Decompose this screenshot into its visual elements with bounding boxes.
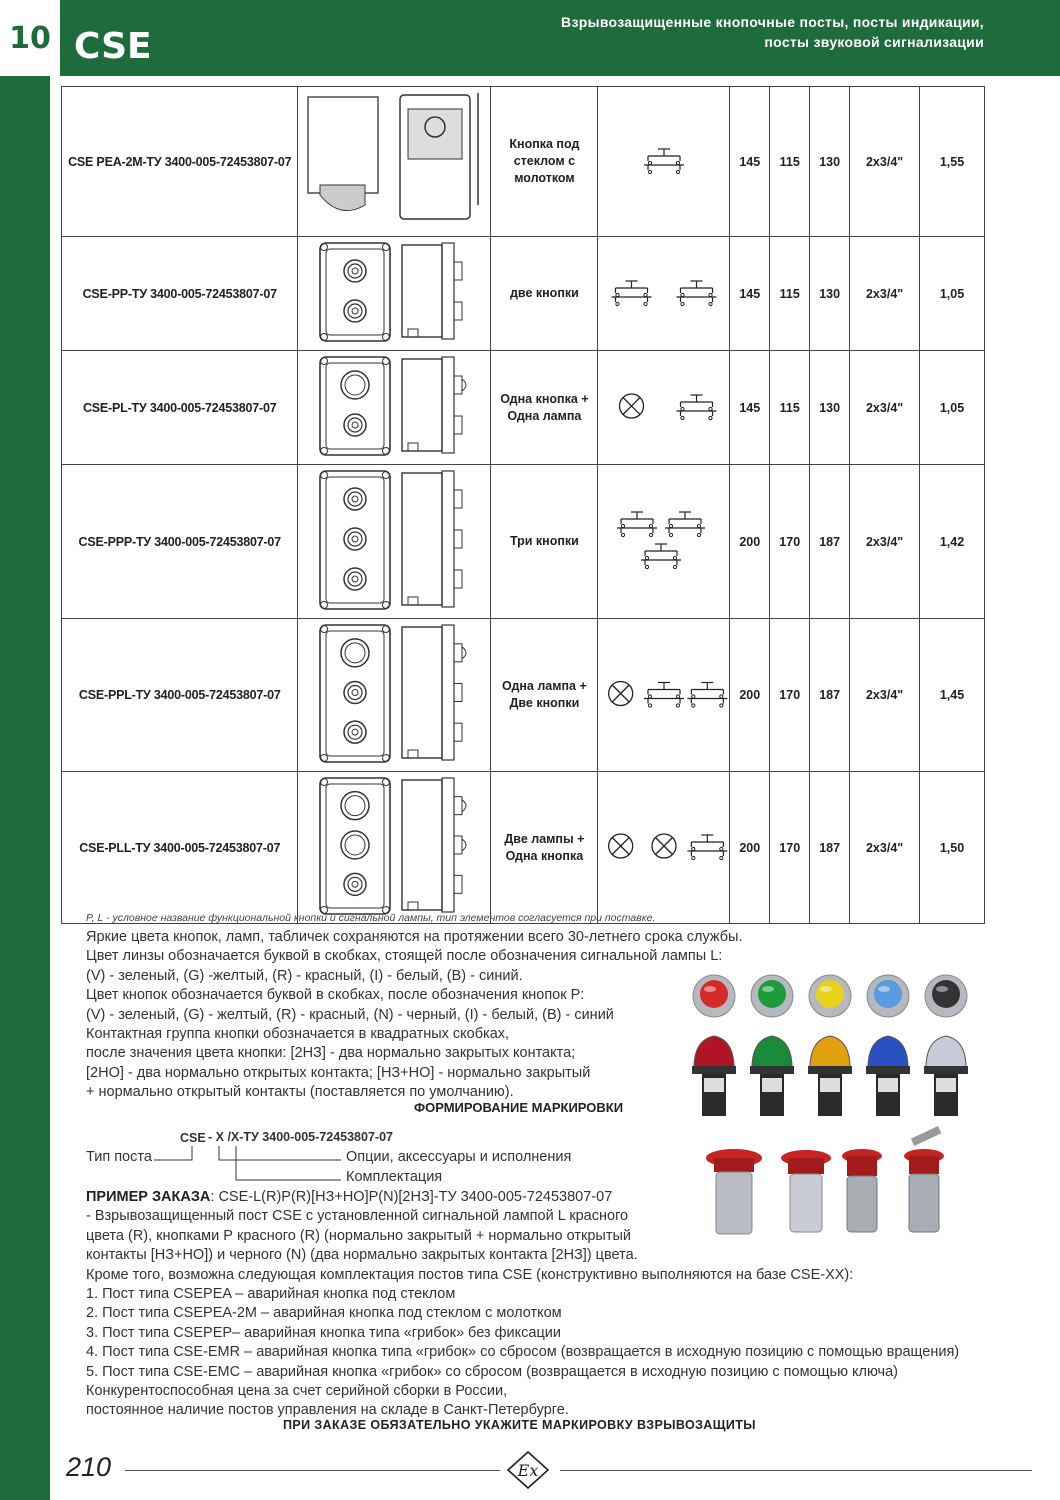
thread-cell xyxy=(850,351,920,465)
description: Кнопка под стеклом с молотком xyxy=(509,137,580,185)
model-name: CSE-PP-ТУ 3400-005-72453807-07 xyxy=(82,286,277,301)
depth-cell xyxy=(810,465,850,619)
height-value: 200 xyxy=(739,534,761,549)
description: Три кнопки xyxy=(509,534,579,548)
description-cell xyxy=(491,772,598,924)
example-line: 3. Пост типа CSEPEP– аварийная кнопка типа «грибок» без фиксации xyxy=(86,1324,561,1341)
width-cell xyxy=(770,619,810,772)
symbol-cell xyxy=(598,87,730,237)
mass-value: 1,05 xyxy=(939,286,965,301)
example-line: постоянное наличие постов управления на складе в Санкт-Петербурге. xyxy=(86,1402,569,1419)
circuit-symbols xyxy=(599,90,729,230)
depth-value: 130 xyxy=(819,400,841,415)
marking-scheme xyxy=(86,1128,646,1190)
button-symbol-icon xyxy=(687,683,727,708)
mass-value: 1,45 xyxy=(939,688,965,702)
lamp-photo xyxy=(808,1036,852,1116)
marking-code-rest: - X /X-ТУ 3400-005-72453807-07 xyxy=(208,1130,393,1144)
button-symbol-icon xyxy=(617,512,657,537)
depth-value: 187 xyxy=(819,534,841,549)
height-value: 200 xyxy=(739,688,761,702)
button-symbol-icon xyxy=(665,512,705,537)
circuit-symbols xyxy=(599,468,729,612)
enclosure-drawing xyxy=(300,353,488,459)
width-cell xyxy=(770,465,810,619)
description-cell xyxy=(491,465,598,619)
depth-cell xyxy=(810,619,850,772)
mass-value: 1,42 xyxy=(939,534,965,549)
footnote: P, L - условное название функциональной кнопки и сигнальной лампы, тип элементов согласуется при поставке. xyxy=(86,912,656,924)
button-photo xyxy=(751,975,793,1017)
thread-cell xyxy=(850,465,920,619)
drawing-cell xyxy=(298,87,491,237)
brand-title: CSE xyxy=(74,26,152,67)
example-line: цвета (R), кнопками Р красного (R) (нормально закрытый + нормально открытый xyxy=(86,1227,631,1244)
description: две кнопки xyxy=(510,286,579,300)
example-line: 4. Пост типа CSE-EMR – аварийная кнопка типа «грибок» со сбросом (возвращается в исходную позицию с помощью вращения) xyxy=(86,1344,960,1361)
width-cell xyxy=(770,87,810,237)
table-row xyxy=(62,772,985,924)
warning-text: ПРИ ЗАКАЗЕ ОБЯЗАТЕЛЬНО УКАЖИТЕ МАРКИРОВКУ ВЗРЫВОЗАЩИТЫ xyxy=(283,1418,756,1432)
lamp-photo xyxy=(692,1036,736,1116)
model-name: CSE-PPL-ТУ 3400-005-72453807-07 xyxy=(78,688,281,702)
footer-rule-left xyxy=(125,1470,500,1471)
enclosure-drawing xyxy=(300,89,488,231)
thread-cell xyxy=(850,619,920,772)
ex-logo-icon xyxy=(506,1450,550,1490)
kit-label: Комплектация xyxy=(346,1169,443,1185)
lamp-photo xyxy=(866,1036,910,1116)
height-value: 145 xyxy=(739,286,761,301)
symbol-cell xyxy=(598,772,730,924)
description-cell xyxy=(491,351,598,465)
thread-value: 2x3/4" xyxy=(865,400,904,415)
example-line: 2. Пост типа CSEPEA-2M – аварийная кнопка под стеклом с молотком xyxy=(86,1305,562,1322)
width-value: 170 xyxy=(779,688,801,702)
description: Одна лампа + Две кнопки xyxy=(502,679,587,710)
mass-cell xyxy=(920,87,985,237)
lamp-photo xyxy=(750,1036,794,1116)
height-cell xyxy=(730,237,770,351)
mass-cell xyxy=(920,237,985,351)
width-value: 170 xyxy=(779,840,801,855)
example-line: 5. Пост типа CSE-EMC – аварийная кнопка «грибок» со сбросом (возвращается в исходную позицию с помощью ключа) xyxy=(86,1363,898,1380)
model-cell xyxy=(62,465,298,619)
note-line: [2НО] - два нормально открытых контакта; [НЗ+НО] - нормально закрытый xyxy=(86,1064,591,1081)
lamp-photo xyxy=(924,1036,968,1116)
model-cell xyxy=(62,619,298,772)
thread-cell xyxy=(850,772,920,924)
width-value: 115 xyxy=(779,400,800,415)
button-photo xyxy=(809,975,851,1017)
thread-value: 2x3/4" xyxy=(865,688,904,702)
mass-cell xyxy=(920,465,985,619)
depth-cell xyxy=(810,87,850,237)
header-title-line1: Взрывозащищенные кнопочные посты, посты индикации, xyxy=(561,14,984,30)
post-type-label: Тип поста xyxy=(86,1149,152,1165)
note-line: после значения цвета кнопки: [2НЗ] - два нормально закрытых контакта; xyxy=(86,1045,576,1062)
mass-value: 1,05 xyxy=(939,400,965,415)
lamp-symbol-icon xyxy=(619,394,643,418)
width-value: 115 xyxy=(779,286,800,301)
thread-cell xyxy=(850,87,920,237)
note-line: Яркие цвета кнопок, ламп, табличек сохраняются на протяжении всего 30-летнего срока службы. xyxy=(86,929,743,945)
page-header xyxy=(60,0,1060,76)
table-row xyxy=(62,351,985,465)
button-photo xyxy=(925,975,967,1017)
example-label: ПРИМЕР ЗАКАЗА xyxy=(86,1189,211,1205)
button-symbol-icon xyxy=(676,281,716,306)
button-photo xyxy=(693,975,735,1017)
depth-cell xyxy=(810,772,850,924)
height-cell xyxy=(730,772,770,924)
description: Одна кнопка + Одна лампа xyxy=(500,391,589,423)
example-line: Кроме того, возможна следующая комплектация постов типа CSE (конструктивно выполняются на базе CSE-XX): xyxy=(86,1266,854,1283)
symbol-cell xyxy=(598,237,730,351)
circuit-symbols xyxy=(599,622,729,765)
model-cell xyxy=(62,772,298,924)
description: Две лампы + Одна кнопка xyxy=(504,831,585,863)
width-cell xyxy=(770,351,810,465)
enclosure-drawing xyxy=(300,239,488,345)
header-title xyxy=(561,12,984,52)
thread-value: 2x3/4" xyxy=(865,840,904,855)
symbol-cell xyxy=(598,351,730,465)
page-number: 210 xyxy=(66,1452,112,1482)
height-cell xyxy=(730,87,770,237)
symbol-cell xyxy=(598,619,730,772)
example-code: : CSE-L(R)P(R)[НЗ+НО]P(N)[2НЗ]-ТУ 3400-005-72453807-07 xyxy=(210,1189,613,1205)
drawing-cell xyxy=(298,351,491,465)
width-cell xyxy=(770,237,810,351)
mass-cell xyxy=(920,772,985,924)
button-symbol-icon xyxy=(641,544,681,569)
lamp-symbol-icon xyxy=(608,682,632,706)
button-photo xyxy=(867,975,909,1017)
button-symbol-icon xyxy=(687,835,727,860)
table-row xyxy=(62,619,985,772)
table-row xyxy=(62,465,985,619)
drawing-cell xyxy=(298,772,491,924)
height-cell xyxy=(730,619,770,772)
model-name: CSE-PPP-ТУ 3400-005-72453807-07 xyxy=(78,534,281,549)
thread-value: 2x3/4" xyxy=(865,286,904,301)
example-line: - Взрывозащищенный пост CSE с установленной сигнальной лампой L красного xyxy=(86,1208,629,1225)
enclosure-drawing xyxy=(300,774,488,918)
options-label: Опции, аксессуары и исполнения xyxy=(346,1149,572,1165)
mass-value: 1,55 xyxy=(939,154,965,169)
drawing-cell xyxy=(298,237,491,351)
model-name: CSE-PLL-ТУ 3400-005-72453807-07 xyxy=(79,840,281,855)
example-line: 1. Пост типа CSEPEA – аварийная кнопка под стеклом xyxy=(86,1286,456,1303)
mass-cell xyxy=(920,351,985,465)
button-symbol-icon xyxy=(644,683,684,708)
symbol-cell xyxy=(598,465,730,619)
description-cell xyxy=(491,87,598,237)
lamp-symbol-icon xyxy=(652,834,676,858)
model-cell xyxy=(62,351,298,465)
height-value: 145 xyxy=(739,400,761,415)
model-name: CSE PEA-2M-ТУ 3400-005-72453807-07 xyxy=(68,154,292,169)
mass-cell xyxy=(920,619,985,772)
height-value: 200 xyxy=(739,840,761,855)
example-line: контакты [НЗ+НО]) и черного (N) (два нормально закрытых контакта [2НЗ]) цвета. xyxy=(86,1247,638,1264)
footer-rule-right xyxy=(560,1470,1032,1471)
marking-connector-lines xyxy=(86,1128,646,1190)
lamp-symbol-icon xyxy=(608,834,632,858)
circuit-symbols xyxy=(599,775,729,917)
note-line: (V) - зеленый, (G) -желтый, (R) - красный, (I) - белый, (B) - синий. xyxy=(86,967,523,984)
circuit-symbols xyxy=(599,240,729,344)
note-line: + нормально открытый контакты (поставляется по умолчанию). xyxy=(86,1084,514,1101)
height-value: 145 xyxy=(739,154,761,169)
marking-code-cse: CSE xyxy=(180,1131,206,1145)
width-value: 170 xyxy=(779,534,801,549)
note-line: Цвет кнопок обозначается буквой в скобках, после обозначения кнопок P: xyxy=(86,987,585,1004)
depth-value: 130 xyxy=(819,286,841,301)
description-cell xyxy=(491,237,598,351)
drawing-cell xyxy=(298,465,491,619)
button-symbol-icon xyxy=(611,281,651,306)
depth-cell xyxy=(810,351,850,465)
note-line: (V) - зеленый, (G) - желтый, (R) - красный, (N) - черный, (I) - белый, (B) - синий xyxy=(86,1006,614,1023)
thread-value: 2x3/4" xyxy=(865,534,904,549)
mass-value: 1,50 xyxy=(939,840,965,855)
thread-value: 2x3/4" xyxy=(865,154,904,169)
circuit-symbols xyxy=(599,354,729,458)
button-symbol-icon xyxy=(676,395,716,420)
note-line: Контактная группа кнопки обозначается в квадратных скобках, xyxy=(86,1026,510,1043)
header-title-line2: посты звуковой сигнализации xyxy=(764,34,984,50)
height-cell xyxy=(730,465,770,619)
enclosure-drawing xyxy=(300,621,488,766)
description-cell xyxy=(491,619,598,772)
width-value: 115 xyxy=(779,154,800,169)
marking-title: ФОРМИРОВАНИЕ МАРКИРОВКИ xyxy=(414,1100,624,1115)
drawing-cell xyxy=(298,619,491,772)
table-row xyxy=(62,237,985,351)
height-cell xyxy=(730,351,770,465)
chapter-tab xyxy=(0,0,60,76)
depth-value: 187 xyxy=(819,840,841,855)
button-symbol-icon xyxy=(644,149,684,174)
chapter-number: 10 xyxy=(9,20,51,56)
order-example xyxy=(86,1188,1006,1421)
depth-value: 130 xyxy=(819,154,841,169)
model-name: CSE-PL-ТУ 3400-005-72453807-07 xyxy=(82,400,277,415)
width-cell xyxy=(770,772,810,924)
model-cell xyxy=(62,237,298,351)
thread-cell xyxy=(850,237,920,351)
example-line: Конкурентоспособная цена за счет серийной сборки в России, xyxy=(86,1383,508,1400)
model-cell xyxy=(62,87,298,237)
depth-value: 187 xyxy=(819,688,841,702)
table-row xyxy=(62,87,985,237)
note-line: Цвет линзы обозначается буквой в скобках, стоящей после обозначения сигнальной лампы L: xyxy=(86,948,723,965)
green-sidebar xyxy=(0,76,50,1500)
enclosure-drawing xyxy=(300,467,488,613)
depth-cell xyxy=(810,237,850,351)
spec-table xyxy=(61,86,985,924)
ex-logo-text: Ex xyxy=(517,1461,539,1480)
